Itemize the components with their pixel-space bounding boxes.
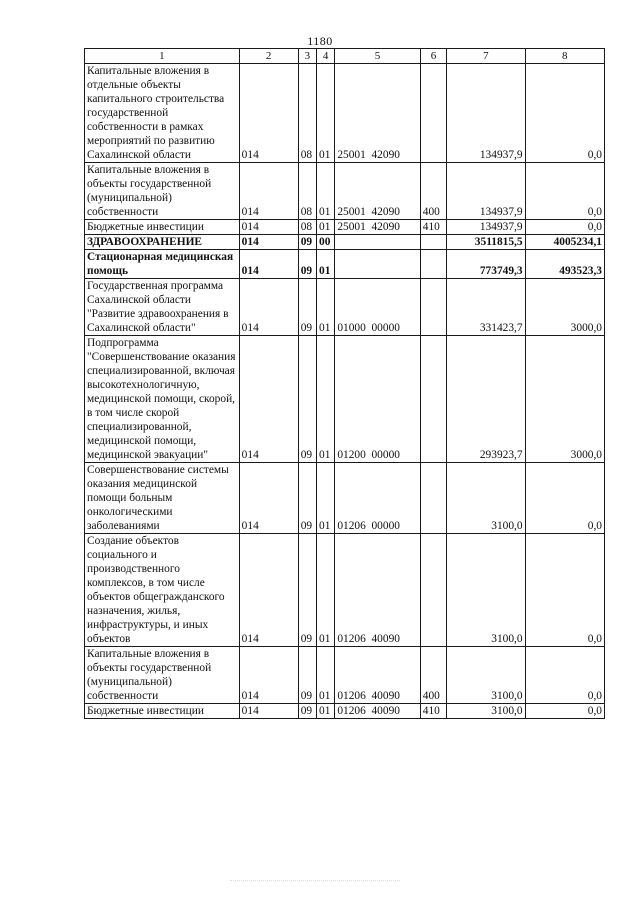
target-code-cell: 01000 00000 bbox=[335, 279, 420, 336]
target-code-cell: 01206 40090 bbox=[335, 647, 420, 704]
subsection-code-cell: 01 bbox=[317, 534, 335, 647]
amount-year1-cell: 293923,7 bbox=[447, 336, 525, 463]
amount-year1-cell: 3511815,5 bbox=[447, 235, 525, 250]
table-row bbox=[85, 336, 605, 463]
amount-year2-cell: 3000,0 bbox=[525, 336, 604, 463]
section-code-cell: 09 bbox=[298, 647, 316, 704]
subsection-code-cell: 01 bbox=[317, 163, 335, 220]
amount-year1-cell: 134937,9 bbox=[447, 163, 525, 220]
target-code-cell bbox=[335, 250, 420, 279]
table-row bbox=[85, 704, 605, 719]
row-name-cell: Совершенствование системы оказания медицинской помощи больным онкологическими заболеваниями bbox=[85, 463, 240, 534]
expense-type-cell bbox=[420, 463, 446, 534]
column-header-row bbox=[85, 49, 605, 64]
amount-year2-cell: 493523,3 bbox=[525, 250, 604, 279]
subsection-code-cell: 01 bbox=[317, 704, 335, 719]
target-code-cell: 25001 42090 bbox=[335, 163, 420, 220]
amount-year1-cell: 3100,0 bbox=[447, 463, 525, 534]
expense-type-cell bbox=[420, 64, 446, 163]
subsection-code-cell: 01 bbox=[317, 463, 335, 534]
amount-year2-cell: 0,0 bbox=[525, 220, 604, 235]
ministry-code-cell: 014 bbox=[239, 336, 298, 463]
section-code-cell: 09 bbox=[298, 534, 316, 647]
subsection-code-cell: 01 bbox=[317, 64, 335, 163]
ministry-code-cell: 014 bbox=[239, 220, 298, 235]
subsection-code-cell: 01 bbox=[317, 336, 335, 463]
amount-year2-cell: 0,0 bbox=[525, 163, 604, 220]
section-code-cell: 09 bbox=[298, 250, 316, 279]
expense-type-cell: 400 bbox=[420, 163, 446, 220]
row-name-cell: Государственная программа Сахалинской области "Развитие здравоохранения в Сахалинской области" bbox=[85, 279, 240, 336]
amount-year2-cell: 3000,0 bbox=[525, 279, 604, 336]
subsection-code-cell: 01 bbox=[317, 647, 335, 704]
table-row bbox=[85, 64, 605, 163]
expense-type-cell: 410 bbox=[420, 220, 446, 235]
expense-type-cell bbox=[420, 534, 446, 647]
section-code-cell: 09 bbox=[298, 235, 316, 250]
row-name-cell: Бюджетные инвестиции bbox=[85, 220, 240, 235]
subsection-code-cell: 01 bbox=[317, 220, 335, 235]
expense-type-cell: 410 bbox=[420, 704, 446, 719]
column-header: 4 bbox=[317, 49, 335, 64]
amount-year1-cell: 331423,7 bbox=[447, 279, 525, 336]
table-row bbox=[85, 220, 605, 235]
section-code-cell: 09 bbox=[298, 463, 316, 534]
row-name-cell: ЗДРАВООХРАНЕНИЕ bbox=[85, 235, 240, 250]
table-row bbox=[85, 235, 605, 250]
row-name-cell: Капитальные вложения в отдельные объекты капитального строительства государственной собственности в рамках мероприятий по развитию Сахалинской области bbox=[85, 64, 240, 163]
target-code-cell: 01206 40090 bbox=[335, 704, 420, 719]
expense-type-cell bbox=[420, 336, 446, 463]
target-code-cell bbox=[335, 235, 420, 250]
amount-year1-cell: 3100,0 bbox=[447, 704, 525, 719]
ministry-code-cell: 014 bbox=[239, 463, 298, 534]
amount-year1-cell: 134937,9 bbox=[447, 220, 525, 235]
amount-year2-cell: 0,0 bbox=[525, 647, 604, 704]
ministry-code-cell: 014 bbox=[239, 647, 298, 704]
amount-year1-cell: 134937,9 bbox=[447, 64, 525, 163]
page-number: 1180 bbox=[307, 34, 333, 48]
amount-year1-cell: 3100,0 bbox=[447, 647, 525, 704]
row-name-cell: Капитальные вложения в объекты государственной (муниципальной) собственности bbox=[85, 163, 240, 220]
expense-type-cell bbox=[420, 235, 446, 250]
amount-year2-cell: 0,0 bbox=[525, 704, 604, 719]
target-code-cell: 01200 00000 bbox=[335, 336, 420, 463]
budget-table bbox=[84, 48, 605, 719]
ministry-code-cell: 014 bbox=[239, 64, 298, 163]
ministry-code-cell: 014 bbox=[239, 704, 298, 719]
target-code-cell: 25001 42090 bbox=[335, 220, 420, 235]
ministry-code-cell: 014 bbox=[239, 250, 298, 279]
expense-type-cell: 400 bbox=[420, 647, 446, 704]
ministry-code-cell: 014 bbox=[239, 163, 298, 220]
amount-year1-cell: 3100,0 bbox=[447, 534, 525, 647]
table-row bbox=[85, 647, 605, 704]
subsection-code-cell: 01 bbox=[317, 279, 335, 336]
row-name-cell: Стационарная медицинская помощь bbox=[85, 250, 240, 279]
amount-year2-cell: 0,0 bbox=[525, 534, 604, 647]
table-row bbox=[85, 279, 605, 336]
scan-noise bbox=[230, 880, 400, 887]
ministry-code-cell: 014 bbox=[239, 279, 298, 336]
row-name-cell: Подпрограмма "Совершенствование оказания специализированной, включая высокотехнологичную, медицинской помощи, скорой, в том числе скорой специализированной, медицинской помощи, медицинской эвакуации" bbox=[85, 336, 240, 463]
row-name-cell: Капитальные вложения в объекты государственной (муниципальной) собственности bbox=[85, 647, 240, 704]
table-row bbox=[85, 463, 605, 534]
column-header: 3 bbox=[298, 49, 316, 64]
ministry-code-cell: 014 bbox=[239, 235, 298, 250]
column-header: 2 bbox=[239, 49, 298, 64]
table-row bbox=[85, 534, 605, 647]
amount-year2-cell: 0,0 bbox=[525, 463, 604, 534]
table-row bbox=[85, 163, 605, 220]
subsection-code-cell: 01 bbox=[317, 250, 335, 279]
subsection-code-cell: 00 bbox=[317, 235, 335, 250]
section-code-cell: 08 bbox=[298, 64, 316, 163]
expense-type-cell bbox=[420, 279, 446, 336]
ministry-code-cell: 014 bbox=[239, 534, 298, 647]
column-header: 7 bbox=[447, 49, 525, 64]
target-code-cell: 01206 00000 bbox=[335, 463, 420, 534]
expense-type-cell bbox=[420, 250, 446, 279]
table-row bbox=[85, 250, 605, 279]
amount-year1-cell: 773749,3 bbox=[447, 250, 525, 279]
row-name-cell: Бюджетные инвестиции bbox=[85, 704, 240, 719]
column-header: 8 bbox=[525, 49, 604, 64]
column-header: 6 bbox=[420, 49, 446, 64]
section-code-cell: 09 bbox=[298, 279, 316, 336]
amount-year2-cell: 4005234,1 bbox=[525, 235, 604, 250]
target-code-cell: 01206 40090 bbox=[335, 534, 420, 647]
column-header: 1 bbox=[85, 49, 240, 64]
section-code-cell: 09 bbox=[298, 704, 316, 719]
target-code-cell: 25001 42090 bbox=[335, 64, 420, 163]
column-header: 5 bbox=[335, 49, 420, 64]
row-name-cell: Создание объектов социального и производственного комплексов, в том числе объектов общегражданского назначения, жилья, инфраструктуры, и иных объектов bbox=[85, 534, 240, 647]
section-code-cell: 08 bbox=[298, 163, 316, 220]
amount-year2-cell: 0,0 bbox=[525, 64, 604, 163]
section-code-cell: 09 bbox=[298, 336, 316, 463]
section-code-cell: 08 bbox=[298, 220, 316, 235]
